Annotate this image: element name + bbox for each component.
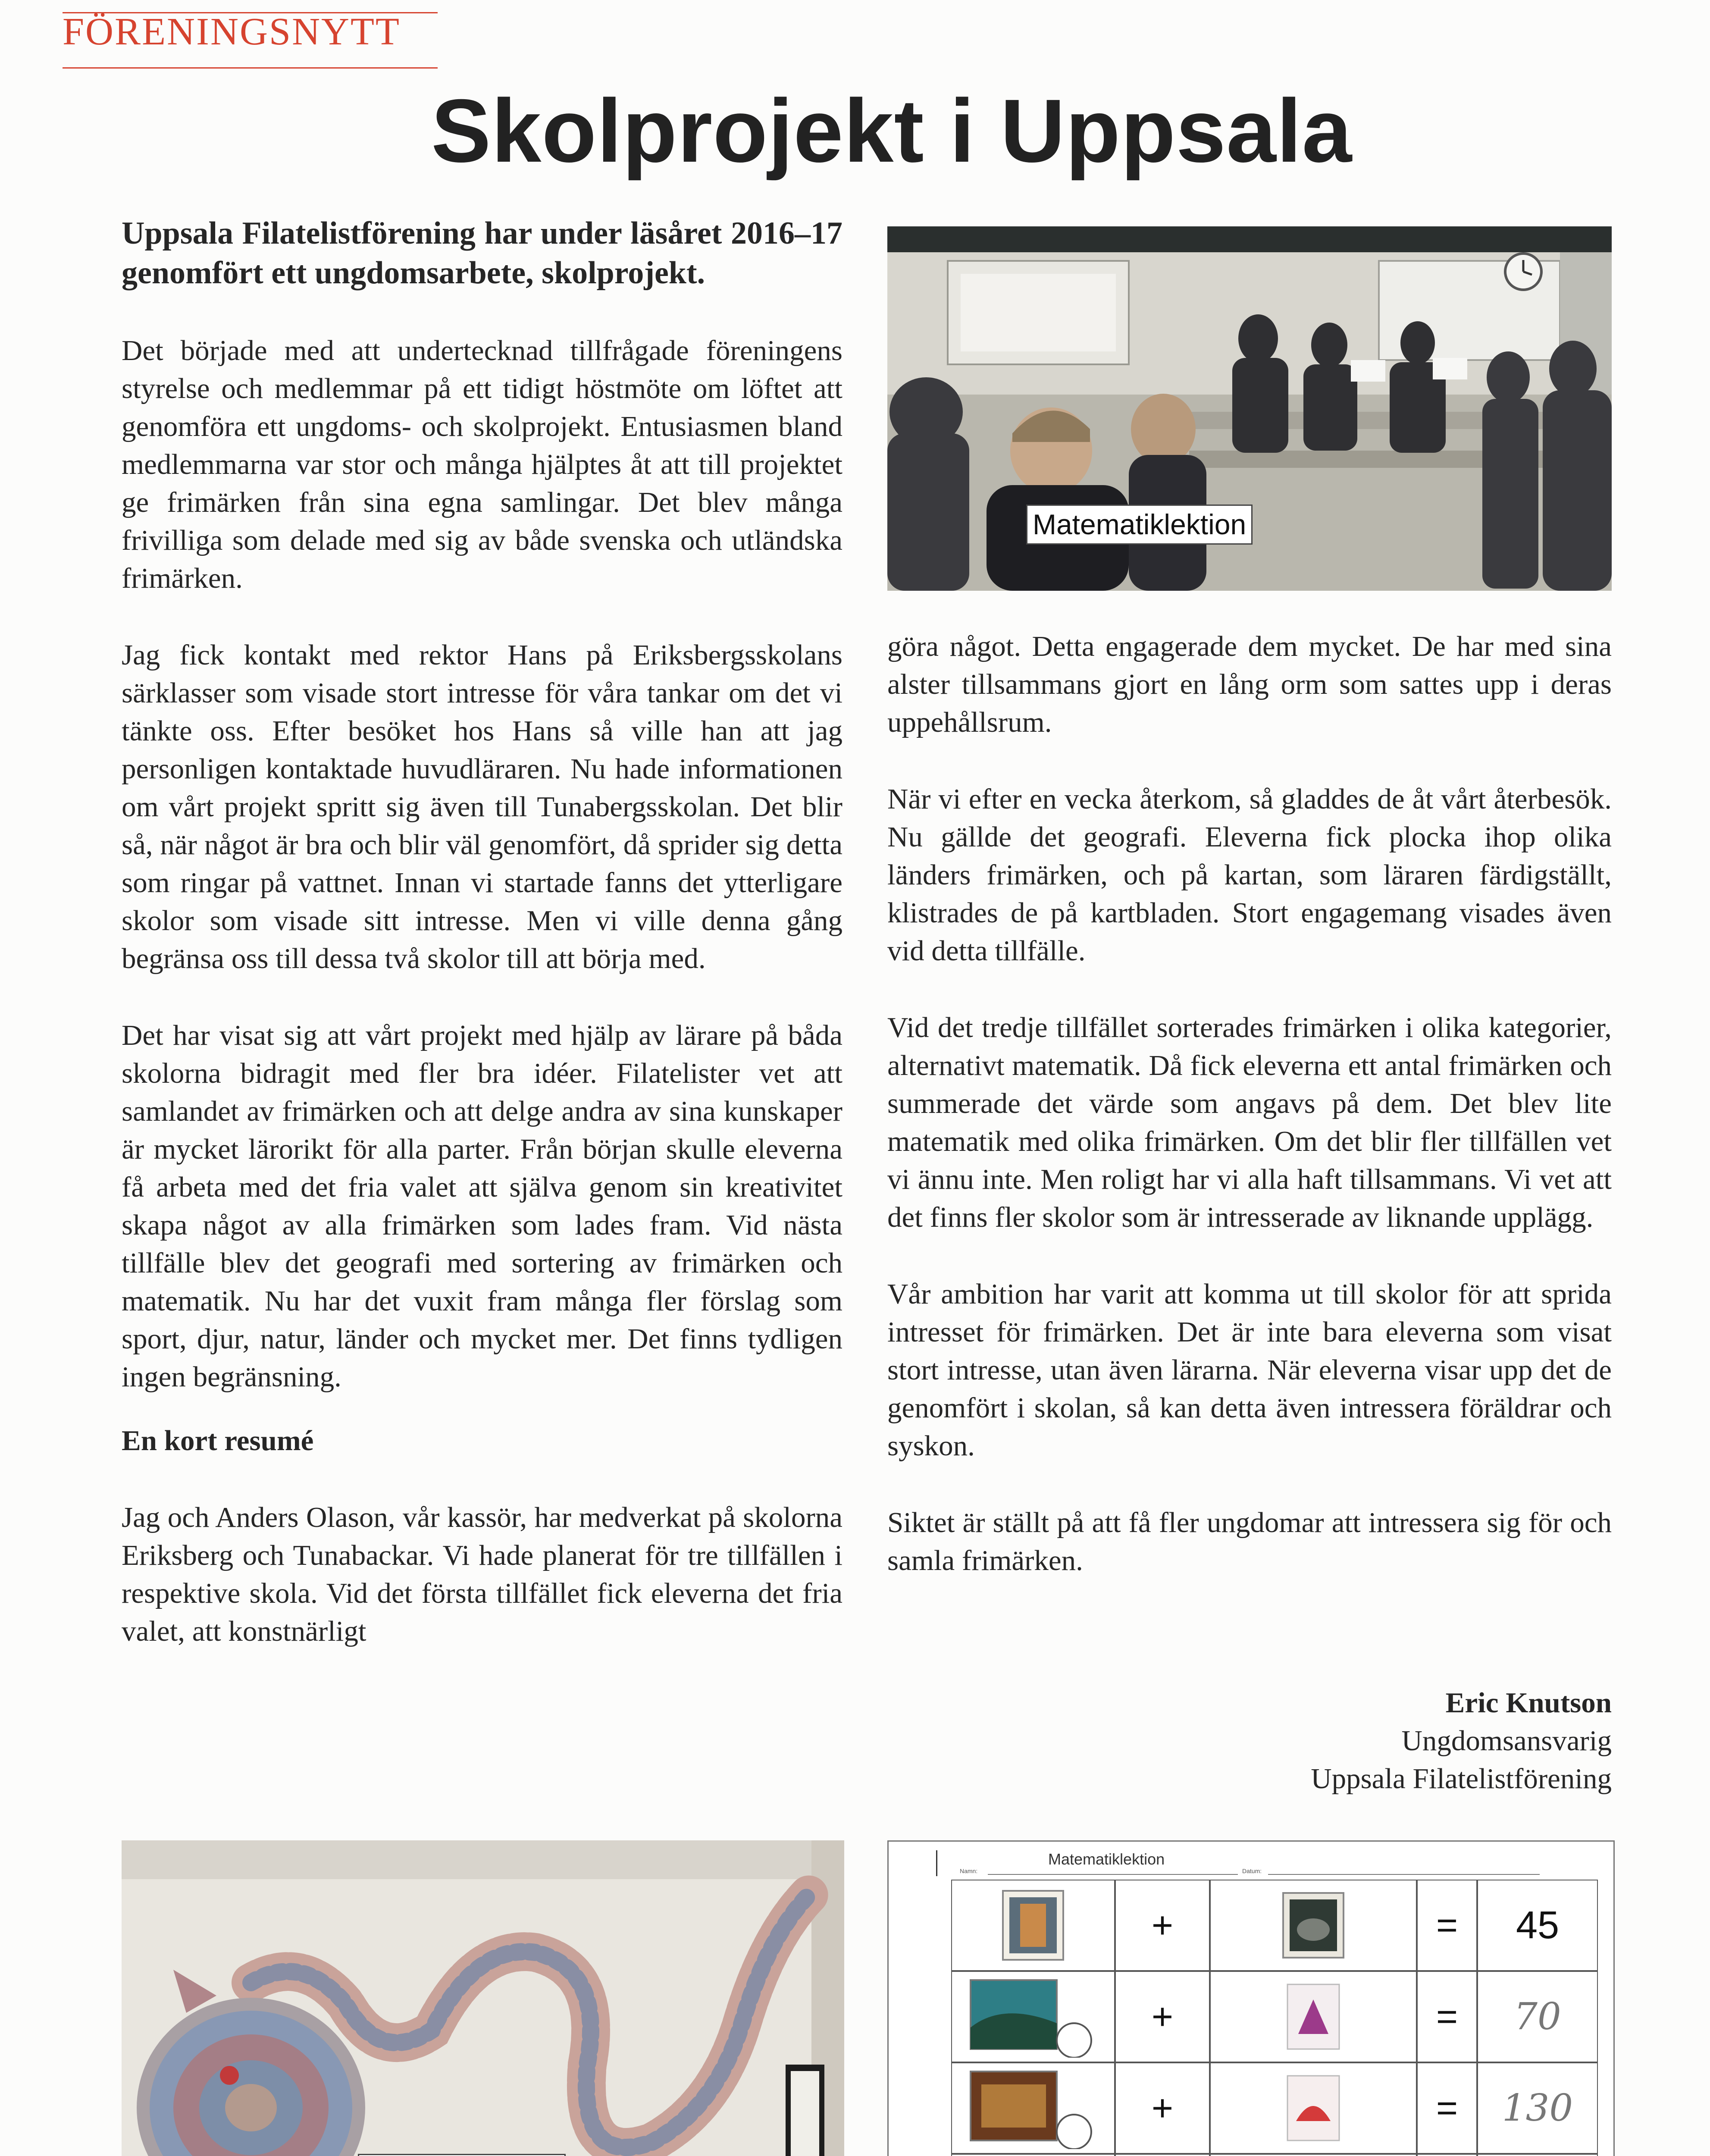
left-paragraph-3: Det har visat sig att vårt projekt med hjälp av lärare på båda skolorna bidragit med fler bra idéer. Filatelister vet att samlandet av frimärken och att delge andra av sina kunskaper är mycket lärorikt för alla parter. Från början skulle eleverna få arbeta med det fria valet att själva genom sin kreativitet skapa något av alla frimärken som lades fram. Vid nästa tillfälle blev det geografi med sortering av frimärken och matematik. Nu har det vuxit fram många fler förslag som sport, djur, natur, länder och mycket mer. Det finns tydligen ingen begränsning.: [122, 1019, 842, 1393]
stamp-cell: [951, 1880, 1115, 1971]
right-paragraph-1: göra något. Detta engagerade dem mycket. De har med sina alster tillsammans gjort en lång orm som sattes upp i deras uppehållsrum.: [887, 630, 1612, 738]
summary-paragraph: Jag och Anders Olason, vår kassör, har medverkat på skolorna Eriksberg och Tunabackar. Vi hade planerat för tre tillfällen i respektive skola. Vid det första tillfället fick eleverna det fria valet, att konstnärligt: [122, 1501, 842, 1647]
equals-sign: =: [1436, 1996, 1458, 2037]
subheading: En kort resumé: [122, 1425, 314, 1457]
right-paragraph-5: Siktet är ställt på att få fler ungdomar att intressera sig för och samla frimärken.: [887, 1507, 1612, 1576]
stamp-cell: [951, 2154, 1115, 2156]
stamp-cell: [1210, 2062, 1417, 2154]
left-paragraph-2: Jag fick kontakt med rektor Hans på Eriksbergsskolans särklasser som visade stort intresse för våra tankar om det vi tänkte oss. Efter besöket hos Hans så ville han att jag personligen kontaktade huvudläraren. Nu hade informationen om vårt projekt spritt sig även till Tunabergsskolan. Det blir så, när något är bra och blir väl genomfört, då sprider sig detta som ringar på vattnet. Innan vi startade fanns det ytterligare skolor som visade sitt intresse. Men vi ville denna gång begränsa oss till dessa två skolor till att börja med.: [122, 639, 842, 975]
author-name: Eric Knutson: [1445, 1687, 1612, 1719]
stamp-cell: [951, 1971, 1115, 2062]
equals-cell: [1417, 2154, 1477, 2156]
worksheet-mark: [936, 1850, 937, 1876]
answer-value: 130: [1502, 2087, 1573, 2130]
stamp-cell: [1210, 1880, 1417, 1971]
date-line: [1268, 1874, 1540, 1875]
lead-paragraph: Uppsala Filatelistförening har under läsåret 2016–17 genomfört ett ungdomsarbete, skolprojekt.: [122, 216, 842, 291]
stamp-cell: [1210, 1971, 1417, 2062]
math-worksheet: [887, 1840, 1615, 2156]
section-label: FÖRENINGSNYTT: [63, 10, 401, 53]
stamp-image: [1281, 1891, 1346, 1960]
answer-cell: [1477, 2062, 1598, 2154]
plus-cell: [1115, 2154, 1210, 2156]
worksheet-date-label: Datum:: [1242, 1868, 1262, 1874]
left-paragraph-1: Det började med att undertecknad tillfrågade föreningens styrelse och medlemmar på ett tidigt höstmöte om löftet att genomföra ett ungdoms- och skolprojekt. Entusiasmen bland medlemmarna var stor och många hjälptes åt att till projektet ge frimärken från sina egna samlingar. Det blev många frivilliga som delade med sig av både svenska och utländska frimärken.: [122, 335, 842, 594]
plus-cell: [1115, 1971, 1210, 2062]
answer-value: 70: [1514, 1995, 1561, 2038]
plus-sign: +: [1151, 1996, 1174, 2037]
answer-cell: [1477, 2154, 1598, 2156]
equals-sign: =: [1436, 2087, 1458, 2129]
equals-cell: [1417, 1880, 1477, 1971]
plus-cell: [1115, 1880, 1210, 1971]
right-column: [887, 627, 1612, 1618]
stamp-snake-photo: [122, 1840, 844, 2156]
right-paragraph-2: När vi efter en vecka återkom, så gladdes de åt vårt återbesök. Nu gällde det geografi. Eleverna fick plocka ihop olika länders frimärken, och på kartan, som läraren färdigställt, klistrades de på kartbladen. Stort engagemang visades även vid detta tillfälle.: [887, 783, 1612, 967]
stamp-cell: [951, 2062, 1115, 2154]
stamp-image: [1285, 1982, 1341, 2051]
answer-value: 45: [1516, 1903, 1560, 1947]
stamp-image: [968, 1976, 1098, 2058]
worksheet-grid: [951, 1880, 1598, 2156]
author-organization: Uppsala Filatelistförening: [1311, 1763, 1612, 1795]
stamp-image: [1285, 2074, 1341, 2143]
answer-cell: [1477, 1880, 1598, 1971]
right-paragraph-4: Vår ambition har varit att komma ut till skolor för att sprida intresset för frimärken. Det är inte bara eleverna som visat stort intresse, utan även lärarna. När eleverna visar upp det de genomfört i skolan, så kan detta även intressera föräldrar och syskon.: [887, 1278, 1612, 1462]
article-title: Skolprojekt i Uppsala: [431, 81, 1353, 181]
section-rule-bottom: [63, 67, 438, 69]
author-role: Ungdomsansvarig: [1401, 1725, 1612, 1757]
answer-cell: [1477, 1971, 1598, 2062]
plus-cell: [1115, 2062, 1210, 2154]
worksheet-title: Matematiklektion: [1048, 1850, 1165, 1868]
classroom-caption: Matematiklektion: [1026, 505, 1253, 545]
plus-sign: +: [1151, 2087, 1174, 2129]
stamp-image: [1001, 1889, 1065, 1962]
equals-cell: [1417, 2062, 1477, 2154]
worksheet-name-label: Namn:: [960, 1868, 978, 1874]
plus-sign: +: [1151, 1904, 1174, 1946]
snake-caption: [358, 2154, 566, 2156]
signature-block: [1094, 1684, 1612, 1798]
name-line: [988, 1874, 1238, 1875]
stamp-image: [968, 2067, 1098, 2149]
right-paragraph-3: Vid det tredje tillfället sorterades frimärken i olika kategorier, alternativt matematik. Då fick eleverna ett antal frimärken och summerade det värde som angavs på dem. Det blev lite matematik med olika frimärken. Om det blir fler tillfällen vet vi ännu inte. Men roligt har vi alla haft tillsammans. Vi vet att det finns fler skolor som är intresserade av liknande upplägg.: [887, 1012, 1612, 1233]
equals-cell: [1417, 1971, 1477, 2062]
stamp-cell: [1210, 2154, 1417, 2156]
left-column: [122, 213, 842, 1689]
equals-sign: =: [1436, 1904, 1458, 1946]
